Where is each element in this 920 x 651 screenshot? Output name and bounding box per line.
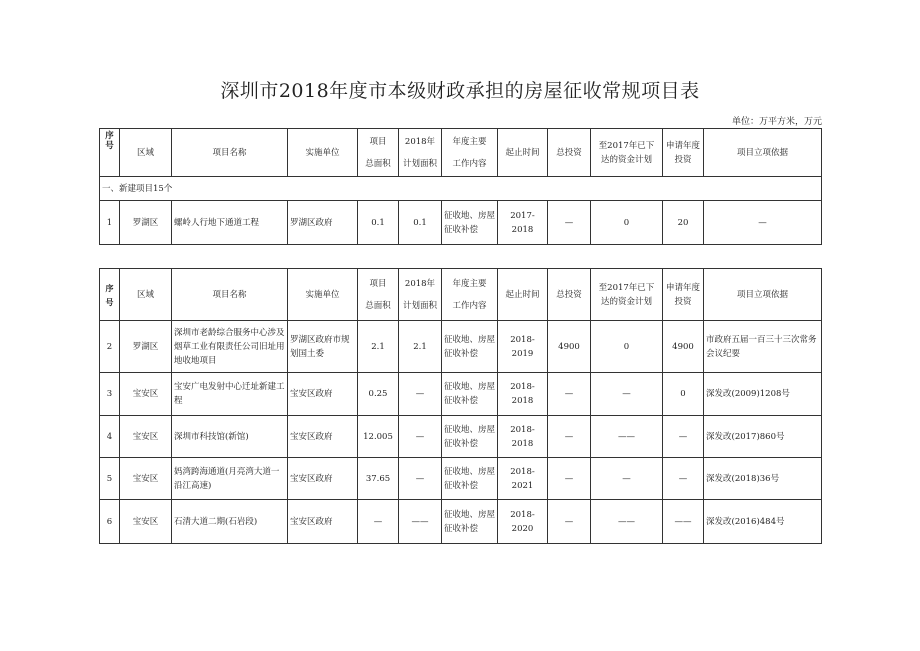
cell-funded: — [591, 373, 663, 416]
header-area-line1: 项目 [369, 278, 387, 289]
cell-agency: 罗湖区政府 [288, 201, 358, 245]
header-apply-line2: 投资 [674, 154, 692, 165]
cell-funded: 0 [591, 321, 663, 373]
header-area [358, 129, 399, 177]
cell-district: 宝安区 [120, 458, 172, 500]
table-row [100, 373, 822, 416]
cell-name: 深圳市老龄综合服务中心涉及烟草工业有限责任公司旧址用地收地项目 [172, 321, 288, 373]
table-row [100, 500, 822, 544]
table-header-row [100, 129, 822, 177]
header-name: 项目名称 [172, 129, 288, 177]
cell-apply: — [663, 416, 704, 458]
cell-basis: 市政府五届一百三十三次常务会议纪要 [704, 321, 822, 373]
cell-basis: — [704, 201, 822, 245]
cell-period: 2018-2020 [498, 500, 548, 544]
header-district: 区域 [120, 129, 172, 177]
table-row [100, 416, 822, 458]
table-row [100, 458, 822, 500]
header-period: 起止时间 [498, 269, 548, 321]
cell-period: 2018-2018 [498, 416, 548, 458]
table-row [100, 321, 822, 373]
cell-name: 螺岭人行地下通道工程 [172, 201, 288, 245]
header-apply-line2: 投资 [674, 296, 692, 307]
header-agency: 实施单位 [288, 129, 358, 177]
cell-apply: 20 [663, 201, 704, 245]
cell-seq: 6 [100, 500, 120, 544]
cell-period: 2018-2019 [498, 321, 548, 373]
section-row [100, 177, 822, 201]
cell-content: 征收地、房屋征收补偿 [442, 416, 498, 458]
cell-area: 12.005 [358, 416, 399, 458]
cell-district: 宝安区 [120, 373, 172, 416]
header-area-line2: 总面积 [365, 300, 391, 311]
cell-funded: —— [591, 500, 663, 544]
cell-district: 罗湖区 [120, 321, 172, 373]
cell-plan: — [399, 458, 442, 500]
cell-apply: 0 [663, 373, 704, 416]
header-area-line2: 总面积 [365, 158, 391, 169]
cell-seq: 5 [100, 458, 120, 500]
header-plan [399, 129, 442, 177]
header-plan-line2: 计划面积 [402, 158, 437, 169]
header-funded [591, 269, 663, 321]
header-basis: 项目立项依据 [704, 129, 822, 177]
cell-apply: 4900 [663, 321, 704, 373]
cell-invest: — [548, 373, 591, 416]
cell-plan: — [399, 373, 442, 416]
cell-name: 妈湾跨海通道(月亮湾大道一沿江高速) [172, 458, 288, 500]
header-apply [663, 129, 704, 177]
cell-district: 宝安区 [120, 416, 172, 458]
header-seq: 序号 [100, 129, 120, 177]
cell-area: 37.65 [358, 458, 399, 500]
table-header-row [100, 269, 822, 321]
unit-note: 单位：万平方米，万元 [731, 117, 822, 127]
cell-invest: — [548, 500, 591, 544]
projects-table-1 [99, 128, 822, 245]
header-content [442, 129, 498, 177]
cell-invest: — [548, 416, 591, 458]
cell-agency: 宝安区政府 [288, 500, 358, 544]
header-plan-line2: 计划面积 [402, 300, 437, 311]
cell-funded: 0 [591, 201, 663, 245]
cell-basis: 深发改(2009)1208号 [704, 373, 822, 416]
cell-period: 2018-2021 [498, 458, 548, 500]
header-content-line2: 工作内容 [452, 158, 487, 169]
cell-basis: 深发改(2018)36号 [704, 458, 822, 500]
header-content-line1: 年度主要 [452, 136, 487, 147]
cell-name: 石清大道二期(石岩段) [172, 500, 288, 544]
cell-district: 宝安区 [120, 500, 172, 544]
header-plan-line1: 2018年 [404, 136, 436, 147]
header-content-line1: 年度主要 [452, 278, 487, 289]
cell-content: 征收地、房屋征收补偿 [442, 373, 498, 416]
cell-seq: 1 [100, 201, 120, 245]
cell-content: 征收地、房屋征收补偿 [442, 458, 498, 500]
cell-apply: — [663, 458, 704, 500]
cell-invest: — [548, 201, 591, 245]
header-apply-line1: 申请年度 [665, 282, 700, 293]
header-content [442, 269, 498, 321]
header-area [358, 269, 399, 321]
header-agency: 实施单位 [288, 269, 358, 321]
header-basis: 项目立项依据 [704, 269, 822, 321]
cell-seq: 4 [100, 416, 120, 458]
cell-plan: 0.1 [399, 201, 442, 245]
cell-funded: — [591, 458, 663, 500]
header-funded-line1: 至2017年已下 [598, 282, 655, 293]
header-plan-line1: 2018年 [404, 278, 436, 289]
header-district: 区域 [120, 269, 172, 321]
cell-district: 罗湖区 [120, 201, 172, 245]
cell-name: 深圳市科技馆(新馆) [172, 416, 288, 458]
cell-agency: 宝安区政府 [288, 458, 358, 500]
cell-area: 0.1 [358, 201, 399, 245]
cell-funded: —— [591, 416, 663, 458]
header-apply [663, 269, 704, 321]
page-title: 深圳市2018年度市本级财政承担的房屋征收常规项目表 [220, 80, 700, 102]
cell-agency: 罗湖区政府市规划国土委 [288, 321, 358, 373]
cell-content: 征收地、房屋征收补偿 [442, 500, 498, 544]
cell-plan: 2.1 [399, 321, 442, 373]
cell-apply: —— [663, 500, 704, 544]
header-area-line1: 项目 [369, 136, 387, 147]
header-content-line2: 工作内容 [452, 300, 487, 311]
cell-seq: 2 [100, 321, 120, 373]
cell-basis: 深发改(2016)484号 [704, 500, 822, 544]
projects-table-2 [99, 268, 822, 544]
cell-area: 0.25 [358, 373, 399, 416]
cell-invest: — [548, 458, 591, 500]
header-name: 项目名称 [172, 269, 288, 321]
cell-invest: 4900 [548, 321, 591, 373]
section-label: 一、新建项目15个 [100, 177, 822, 201]
cell-name: 宝安广电发射中心迁址新建工程 [172, 373, 288, 416]
header-plan [399, 269, 442, 321]
cell-area: — [358, 500, 399, 544]
cell-seq: 3 [100, 373, 120, 416]
header-funded-line1: 至2017年已下 [598, 140, 655, 151]
header-funded-line2: 达的资金计划 [600, 154, 652, 165]
cell-period: 2018-2018 [498, 373, 548, 416]
header-seq: 序号 [100, 269, 120, 321]
cell-content: 征收地、房屋征收补偿 [442, 201, 498, 245]
cell-agency: 宝安区政府 [288, 373, 358, 416]
header-funded-line2: 达的资金计划 [600, 296, 652, 307]
header-apply-line1: 申请年度 [665, 140, 700, 151]
table-row [100, 201, 822, 245]
header-invest: 总投资 [548, 269, 591, 321]
header-period: 起止时间 [498, 129, 548, 177]
cell-plan: —— [399, 500, 442, 544]
cell-plan: — [399, 416, 442, 458]
cell-agency: 宝安区政府 [288, 416, 358, 458]
header-funded [591, 129, 663, 177]
cell-content: 征收地、房屋征收补偿 [442, 321, 498, 373]
cell-area: 2.1 [358, 321, 399, 373]
cell-period: 2017-2018 [498, 201, 548, 245]
cell-basis: 深发改(2017)860号 [704, 416, 822, 458]
header-invest: 总投资 [548, 129, 591, 177]
